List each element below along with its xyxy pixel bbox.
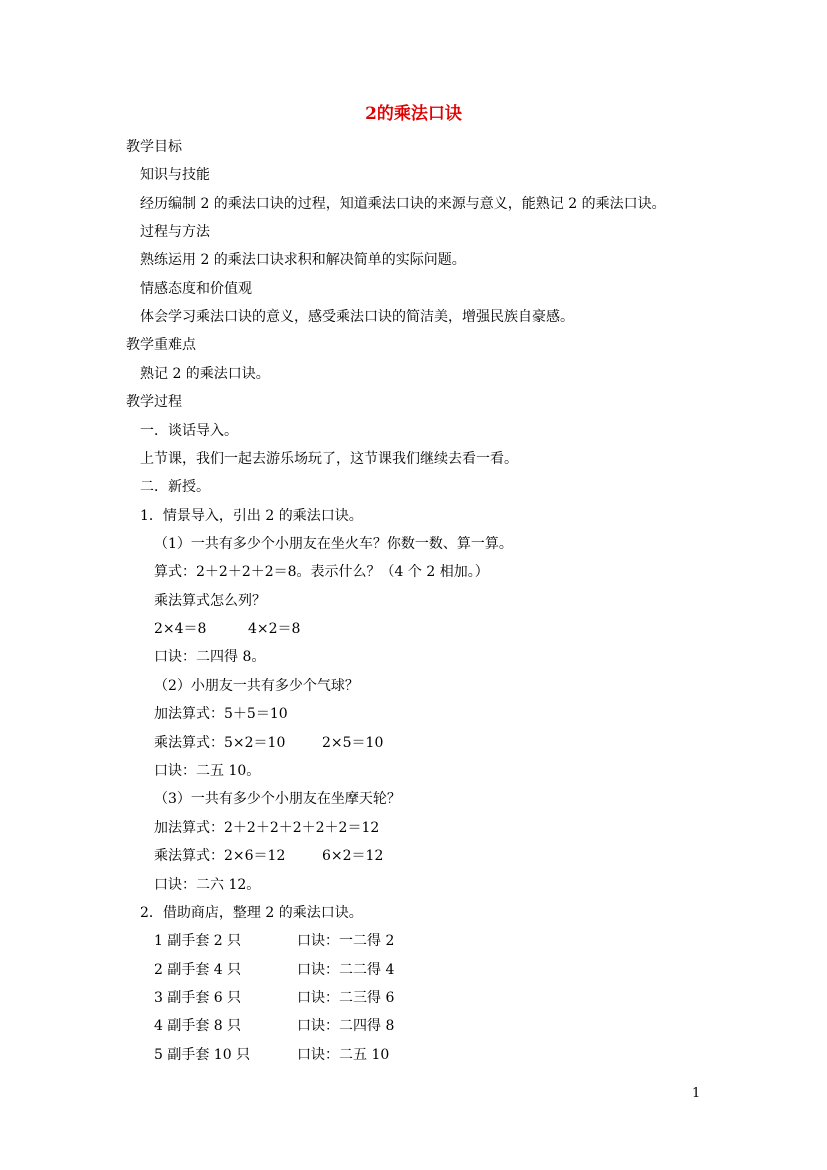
section-heading-key-points: 教学重难点 xyxy=(126,337,196,353)
table-row-rhyme: 口诀：二二得 4 xyxy=(297,962,395,978)
formula: 2×4＝8 xyxy=(154,621,207,637)
formula: 加法算式：5＋5＝10 xyxy=(154,706,288,722)
subheading-attitude-values: 情感态度和价值观 xyxy=(140,281,252,297)
step-heading: 一．谈话导入。 xyxy=(140,423,238,439)
page-number: 1 xyxy=(692,1086,701,1101)
formula: 乘法算式：5×2＝10 xyxy=(154,735,286,751)
question: （3）一共有多少个小朋友在坐摩天轮？ xyxy=(154,791,401,807)
formula: 6×2＝12 xyxy=(322,848,384,864)
question: （2）小朋友一共有多少个气球？ xyxy=(154,678,359,694)
formula: 乘法算式：2×6＝12 xyxy=(154,848,286,864)
formula: 2×5＝10 xyxy=(322,735,384,751)
rhyme-line: 口诀：二五 10。 xyxy=(154,763,261,779)
subheading-process-method: 过程与方法 xyxy=(140,224,210,240)
rhyme-line: 口诀：二六 12。 xyxy=(154,877,261,893)
paragraph: 熟记 2 的乘法口诀。 xyxy=(140,366,270,382)
table-row-item: 1 副手套 2 只 xyxy=(154,933,242,949)
table-row-item: 2 副手套 4 只 xyxy=(154,962,242,978)
section-heading-process: 教学过程 xyxy=(126,394,182,410)
table-row-item: 3 副手套 6 只 xyxy=(154,990,242,1006)
subheading-knowledge-skills: 知识与技能 xyxy=(140,167,210,183)
table-row-item: 5 副手套 10 只 xyxy=(154,1047,251,1063)
document-title: 2的乘法口诀 xyxy=(365,104,462,124)
question: 乘法算式怎么列？ xyxy=(154,593,266,609)
paragraph: 熟练运用 2 的乘法口诀求积和解决简单的实际问题。 xyxy=(140,252,466,268)
paragraph: 经历编制 2 的乘法口诀的过程，知道乘法口诀的来源与意义，能熟记 2 的乘法口诀。 xyxy=(140,196,666,212)
formula: 加法算式：2＋2＋2＋2＋2＋2＝12 xyxy=(154,820,380,836)
section-heading-objectives: 教学目标 xyxy=(126,139,182,155)
step-heading: 二．新授。 xyxy=(140,479,210,495)
table-row-item: 4 副手套 8 只 xyxy=(154,1018,242,1034)
table-row-rhyme: 口诀：二三得 6 xyxy=(297,990,395,1006)
paragraph: 体会学习乘法口诀的意义，感受乘法口诀的简洁美，增强民族自豪感。 xyxy=(140,309,574,325)
formula: 4×2＝8 xyxy=(248,621,301,637)
subsection-heading: 1．情景导入，引出 2 的乘法口诀。 xyxy=(140,508,363,524)
paragraph: 上节课，我们一起去游乐场玩了，这节课我们继续去看一看。 xyxy=(140,451,518,467)
question: （1）一共有多少个小朋友在坐火车？你数一数、算一算。 xyxy=(154,536,513,552)
rhyme-line: 口诀：二四得 8。 xyxy=(154,649,266,665)
table-row-rhyme: 口诀：一二得 2 xyxy=(297,933,395,949)
subsection-heading: 2．借助商店，整理 2 的乘法口诀。 xyxy=(140,905,363,921)
table-row-rhyme: 口诀：二四得 8 xyxy=(297,1018,395,1034)
table-row-rhyme: 口诀：二五 10 xyxy=(297,1047,390,1063)
formula-line: 算式：2＋2＋2＋2＝8。表示什么？（4 个 2 相加。） xyxy=(154,564,489,580)
